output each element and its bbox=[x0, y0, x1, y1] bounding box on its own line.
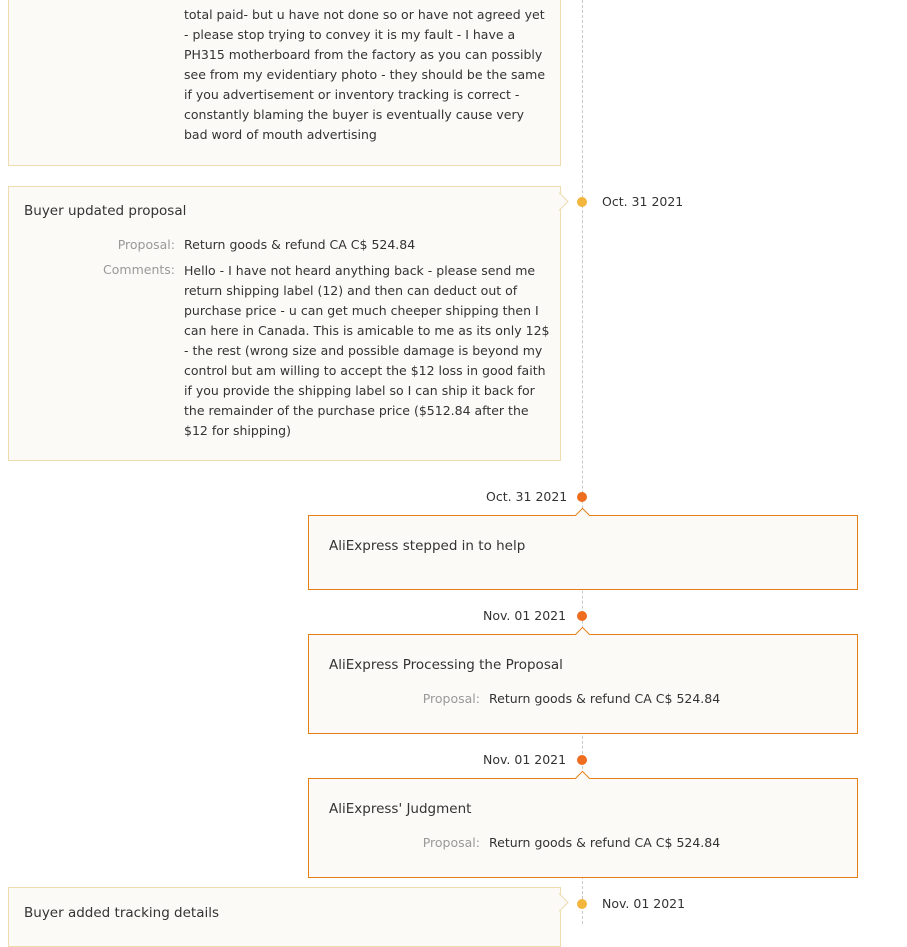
comments-value: Hello - I have not heard anything back - please send me return shipping label (12) and then can deduct out of purchase price - u can get much cheeper shipping then I can here in Canada. This is amicable to me as its only 12$ - the rest (wrong size and possible damage is beyond my control but am willing to accept the $12 loss in good faith if you provide the shipping label so I can ship it back for the remainder of the purchase price ($512.84 after the $12 for shipping) bbox=[184, 263, 550, 438]
event-title: Buyer added tracking details bbox=[24, 905, 220, 921]
timeline-dot-buyer bbox=[577, 197, 587, 207]
timeline-dot-platform bbox=[577, 611, 587, 621]
buyer-updated-proposal-card bbox=[8, 186, 561, 461]
buyer-comment-card bbox=[8, 0, 561, 166]
event-date: Oct. 31 2021 bbox=[486, 489, 568, 504]
proposal-label: Proposal: bbox=[117, 237, 175, 252]
event-date: Nov. 01 2021 bbox=[602, 896, 686, 911]
timeline-dot-platform bbox=[577, 492, 587, 502]
event-date: Oct. 31 2021 bbox=[602, 194, 684, 209]
event-date: Nov. 01 2021 bbox=[483, 752, 567, 767]
event-title: AliExpress stepped in to help bbox=[329, 538, 526, 554]
event-title: Buyer updated proposal bbox=[24, 203, 187, 219]
event-date: Nov. 01 2021 bbox=[483, 608, 567, 623]
aliexpress-processing-card bbox=[308, 634, 858, 734]
timeline-dot-buyer bbox=[577, 899, 587, 909]
proposal-label: Proposal: bbox=[422, 835, 480, 850]
proposal-value: Return goods & refund CA C$ 524.84 bbox=[184, 237, 416, 252]
event-title: AliExpress' Judgment bbox=[329, 801, 472, 817]
buyer-tracking-card bbox=[8, 887, 561, 947]
aliexpress-stepped-in-card bbox=[308, 515, 858, 590]
proposal-value: Return goods & refund CA C$ 524.84 bbox=[489, 691, 721, 706]
event-title: AliExpress Processing the Proposal bbox=[329, 657, 563, 673]
comment-continued-text: total paid- but u have not done so or have not agreed yet - please stop trying to convey it is my fault - I have a PH315 motherboard from the factory as you can possibly see from my evidentiary photo - they should be the same if you advertisement or inventory tracking is correct - constantly blaming the buyer is eventually cause very bad word of mouth advertising bbox=[184, 7, 546, 142]
comments-label: Comments: bbox=[103, 262, 175, 277]
aliexpress-judgment-card bbox=[308, 778, 858, 878]
proposal-value: Return goods & refund CA C$ 524.84 bbox=[489, 835, 721, 850]
proposal-label: Proposal: bbox=[422, 691, 480, 706]
timeline-dot-platform bbox=[577, 755, 587, 765]
